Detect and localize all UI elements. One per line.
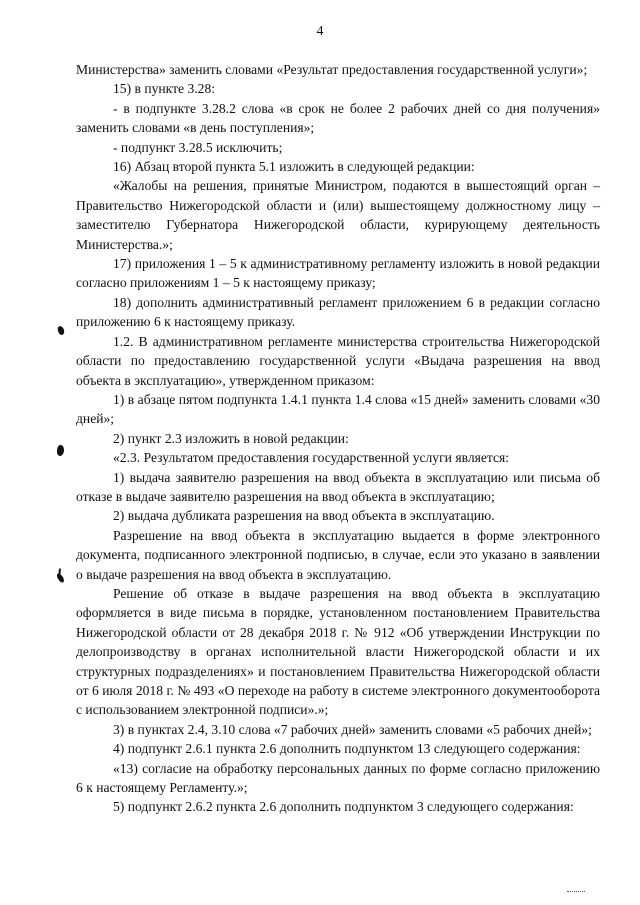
paragraph: 2) пункт 2.3 изложить в новой редакции: bbox=[113, 430, 349, 446]
quoted-paragraph: «13) согласие на обработку персональных данных по форме согласно приложению 6 к настоящему Регламенту.»; bbox=[76, 760, 600, 796]
paragraph: 5) подпункт 2.6.2 пункта 2.6 дополнить подпунктом 3 следующего содержания: bbox=[113, 799, 574, 815]
paragraph: 16) Абзац второй пункта 5.1 изложить в следующей редакции: bbox=[113, 159, 475, 175]
footer-scribble bbox=[567, 891, 585, 895]
paragraph: 1) в абзаце пятом подпункта 1.4.1 пункта 1.4 слова «15 дней» заменить словами «30 дней»; bbox=[76, 391, 600, 427]
paragraph: - подпункт 3.28.5 исключить; bbox=[113, 139, 283, 155]
paragraph: 18) дополнить административный регламент приложением 6 в редакции согласно приложению 6 к настоящему приказу. bbox=[76, 294, 600, 330]
paragraph: 4) подпункт 2.6.1 пункта 2.6 дополнить подпунктом 13 следующего содержания: bbox=[113, 741, 581, 757]
paragraph: 3) в пунктах 2.4, 3.10 слова «7 рабочих дней» заменить словами «5 рабочих дней»; bbox=[113, 721, 592, 737]
quoted-paragraph: «2.3. Результатом предоставления государственной услуги является: bbox=[113, 450, 510, 466]
document-body bbox=[76, 60, 600, 817]
margin-ink-mark bbox=[56, 572, 65, 583]
paragraph: 17) приложения 1 – 5 к административному регламенту изложить в новой редакции согласно приложениям 1 – 5 к настоящему приказу; bbox=[76, 256, 600, 291]
paragraph: 1) выдача заявителю разрешения на ввод объекта в эксплуатацию или письма об отказе в выдаче заявителю разрешения на ввод объекта в эксплуатацию; bbox=[76, 469, 600, 504]
paragraph: - в подпункте 3.28.2 слова «в срок не более 2 рабочих дней со дня получения» заменить словами «в день поступления»; bbox=[76, 100, 600, 136]
quoted-paragraph: «Жалобы на решения, принятые Министром, подаются в вышестоящий орган – Правительство Нижегородской области и (или) вышестоящему должностному лицу – заместителю Губернатора Нижегородской области, курирующему деятельность Министерства.»; bbox=[76, 178, 600, 252]
section-paragraph: 1.2. В административном регламенте министерства строительства Нижегородской области по предоставлению государственной услуги «Выдача разрешения на ввод объекта в эксплуатацию», утвержденном приказом: bbox=[76, 333, 600, 388]
page-number: 4 bbox=[316, 24, 324, 39]
paragraph: Министерства» заменить словами «Результат предоставления государственной услуги»; bbox=[76, 62, 588, 77]
paragraph: Решение об отказе в выдаче разрешения на ввод объекта в эксплуатацию оформляется в виде письма в порядке, установленном постановлением Правительства Нижегородской области от 28 декабря 2018 г. № 912 «Об утверждении Инструкции по делопроизводству в органах исполнительной власти Нижегородской области и их структурных подразделениях» и постановлением Правительства Нижегородской области от 6 июля 2018 г. № 493 «О переходе на работу в системе электронного документооборота с использованием электронной подписи».»; bbox=[76, 585, 600, 718]
paragraph: 15) в пункте 3.28: bbox=[113, 81, 216, 97]
margin-ink-mark bbox=[56, 444, 65, 456]
paragraph: Разрешение на ввод объекта в эксплуатацию выдается в форме электронного документа, подписанного электронной подписью, в случае, если это указано в заявлении о выдаче разрешения на ввод объекта в эксплуатацию. bbox=[76, 527, 600, 582]
margin-ink-mark bbox=[57, 325, 65, 335]
paragraph: 2) выдача дубликата разрешения на ввод объекта в эксплуатацию. bbox=[113, 508, 495, 524]
